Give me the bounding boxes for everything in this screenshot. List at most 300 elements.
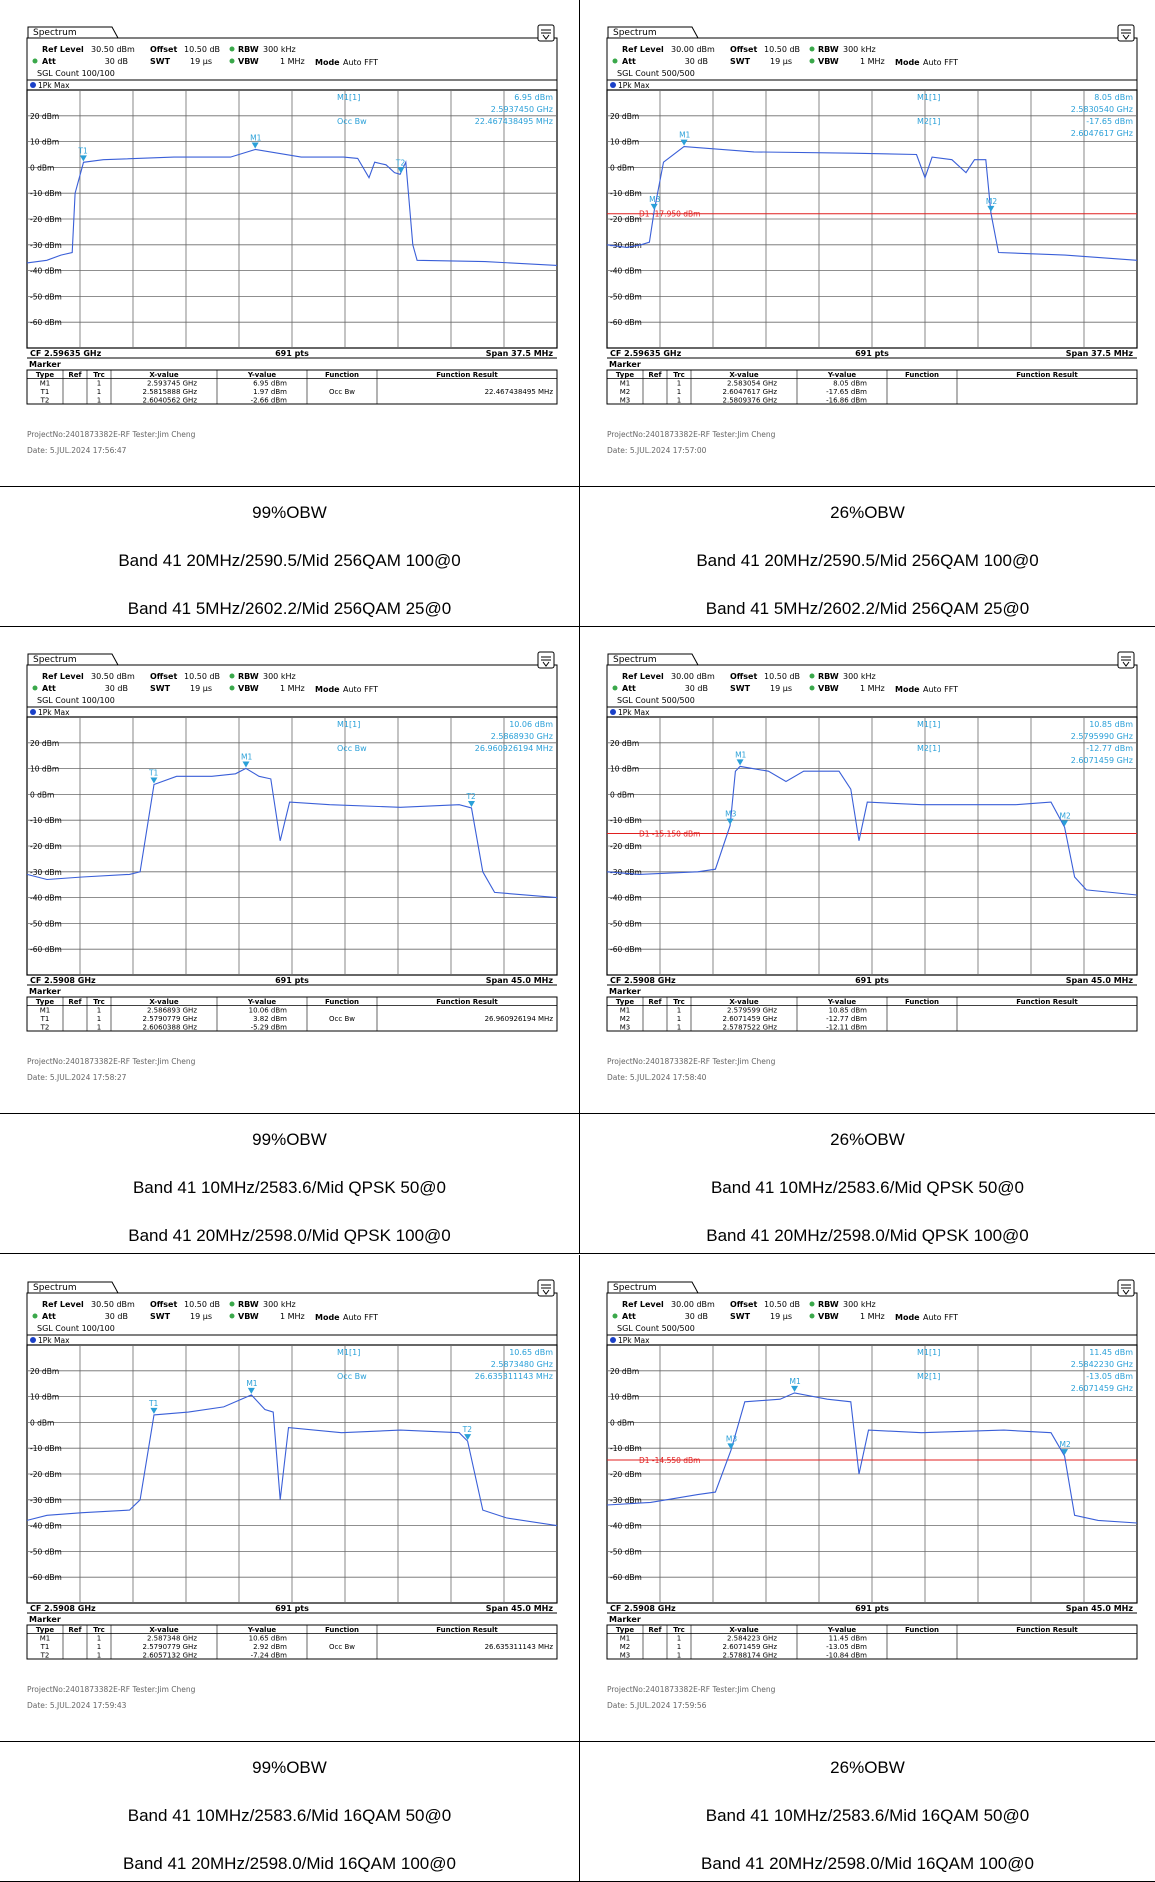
display-line-label: D1 -14.550 dBm [639,1455,701,1465]
caption-cell-2 [580,487,1155,627]
marker-table-header: Y-value [827,998,857,1006]
readout-value: -13.05 dBm [1086,1372,1133,1381]
marker-label: T1 [148,1398,159,1408]
marker-table-cell: M2 [619,1015,631,1023]
swt-value: 19 µs [190,1312,212,1321]
marker-table-cell: 1 [676,1006,682,1015]
rbw-label: RBW [818,1300,839,1309]
spectrum-tab-label: Spectrum [33,28,77,38]
marker-table-title: Marker [29,1615,61,1624]
marker-table-header: Function [324,1626,360,1634]
y-tick-label: -50 dBm [30,919,62,929]
marker-table-cell: 10.06 dBm [248,1006,287,1015]
marker-label: T1 [148,768,159,778]
readout-value: 2.6071459 GHz [1070,756,1133,765]
marker-table-cell: -16.86 dBm [826,396,867,405]
marker-table-cell: T2 [40,396,50,405]
mode-label: Mode [895,58,920,67]
readout-label: Occ Bw [337,1372,367,1381]
swt-label: SWT [150,684,171,693]
swt-label: SWT [730,57,751,66]
mode-value: Auto FFT [343,685,379,694]
marker-table-header: Y-value [247,998,277,1006]
marker-label: T2 [395,158,406,168]
readout-value: 11.45 dBm [1089,1348,1133,1357]
y-tick-label: 10 dBm [30,137,60,147]
marker-table-cell: 11.45 dBm [828,1634,867,1643]
marker-table-cell: 1 [96,396,102,405]
marker-table-header: Ref [648,371,662,379]
rbw-label: RBW [818,45,839,54]
sgl-count: SGL Count 500/500 [617,1324,695,1333]
readout-value: 2.5842230 GHz [1070,1360,1133,1369]
y-tick-label: 0 dBm [610,1418,635,1428]
vbw-coupled-icon [230,59,235,64]
att-label: Att [42,1312,56,1321]
marker-label: M1 [789,1376,801,1386]
att-label: Att [622,1312,636,1321]
sgl-count: SGL Count 100/100 [37,69,115,78]
swt-value: 19 µs [770,684,792,693]
y-tick-label: -50 dBm [610,919,642,929]
marker-table-header: Function [324,998,360,1006]
marker-table-header: Ref [68,371,82,379]
marker-table-header: Trc [673,371,685,379]
readout-label: M1[1] [917,1348,941,1357]
marker-label: M3 [649,194,661,204]
y-tick-label: 10 dBm [30,1392,60,1402]
marker-table-title: Marker [609,1615,641,1624]
vbw-coupled-icon [810,59,815,64]
rbw-coupled-icon [230,1302,235,1307]
trace-1-indicator-icon [30,82,36,88]
marker-table-cell: 1 [96,1015,102,1023]
caption-line: Band 41 20MHz/2598.0/Mid QPSK 100@0 [128,1226,451,1245]
readout-value: 26.960926194 MHz [474,744,553,753]
spectrum-panel-2 [580,0,1155,487]
marker-table-cell: -12.77 dBm [826,1015,867,1023]
marker-table-header: Function [904,1626,940,1634]
readout-value: 2.5795990 GHz [1070,732,1133,741]
caption-cell-1 [0,487,580,627]
ref-level-value: 30.50 dBm [91,1300,135,1309]
center-frequency: CF 2.59635 GHz [30,349,102,358]
marker-table-header: Function [904,998,940,1006]
y-tick-label: -40 dBm [610,1521,642,1531]
rbw-coupled-icon [810,674,815,679]
att-value: 30 dB [104,57,128,66]
rbw-label: RBW [818,672,839,681]
y-tick-label: -60 dBm [30,318,62,328]
y-tick-label: 0 dBm [610,163,635,173]
spectrum-screenshot [0,627,580,1114]
marker-table-cell: 3.82 dBm [253,1015,287,1023]
vbw-value: 1 MHz [860,1312,885,1321]
vbw-value: 1 MHz [280,684,305,693]
trace-label-bar [27,80,557,90]
trace-1-indicator-icon [610,1337,616,1343]
mode-value: Auto FFT [343,58,379,67]
caption-cell-4 [580,1114,1155,1254]
marker-table-cell: 2.579599 GHz [727,1006,777,1015]
att-coupled-icon [613,686,618,691]
caption-line: Band 41 5MHz/2602.2/Mid 256QAM 25@0 [127,599,452,618]
offset-value: 10.50 dB [764,1300,801,1309]
marker-table-cell: M2 [619,1643,631,1651]
caption-line: Band 41 10MHz/2583.6/Mid 16QAM 50@0 [705,1806,1030,1825]
y-tick-label: -20 dBm [30,842,62,851]
marker-label: M1 [735,750,747,760]
caption-line: Band 41 5MHz/2602.2/Mid 256QAM 25@0 [705,599,1030,618]
offset-label: Offset [730,45,758,54]
marker-table-header: Trc [673,998,685,1006]
marker-table-cell: 1 [96,379,102,388]
readout-value: 2.5873480 GHz [490,1360,553,1369]
marker-table-header: Function Result [436,1626,498,1634]
rbw-value: 300 kHz [263,672,296,681]
marker-table-header: Ref [648,1626,662,1634]
marker-table-header: Trc [93,998,105,1006]
marker-table-cell: 1.97 dBm [253,388,287,396]
capture-date: Date: 5.JUL.2024 17:59:56 [607,1701,707,1710]
marker-table-header: Function [904,371,940,379]
marker-table-cell: 2.5788174 GHz [722,1651,777,1660]
readout-value: 10.06 dBm [509,720,553,729]
capture-date: Date: 5.JUL.2024 17:58:27 [27,1073,127,1082]
frequency-span: Span 45.0 MHz [485,976,553,985]
marker-table-cell: 1 [676,1643,682,1651]
swt-value: 19 µs [770,57,792,66]
center-frequency: CF 2.5908 GHz [610,1604,676,1613]
vbw-coupled-icon [230,1314,235,1319]
readout-value: 2.5830540 GHz [1070,105,1133,114]
ref-level-value: 30.50 dBm [91,672,135,681]
center-frequency: CF 2.59635 GHz [610,349,682,358]
spectrum-tab-label: Spectrum [33,1283,77,1293]
marker-table-header: Type [615,998,635,1006]
trace-label: 1Pk Max [38,708,70,717]
marker-table-cell: -7.24 dBm [250,1651,287,1660]
marker-table-cell: 2.5790779 GHz [142,1015,197,1023]
marker-table-cell: 10.65 dBm [248,1634,287,1643]
marker-table-title: Marker [29,360,61,369]
y-tick-label: -30 dBm [610,240,642,250]
swt-label: SWT [730,1312,751,1321]
marker-table-header: Y-value [827,1626,857,1634]
y-tick-label: -40 dBm [30,1521,62,1531]
trace-label: 1Pk Max [618,81,650,90]
att-label: Att [42,684,56,693]
y-tick-label: -50 dBm [30,292,62,302]
readout-label: M1[1] [337,1348,361,1357]
sgl-count: SGL Count 100/100 [37,696,115,705]
y-tick-label: -50 dBm [30,1547,62,1557]
marker-table-cell: 1 [96,1651,102,1660]
readout-label: M1[1] [337,93,361,102]
caption-line: Band 41 20MHz/2590.5/Mid 256QAM 100@0 [118,551,461,570]
marker-table-cell: 2.6071459 GHz [722,1015,777,1023]
y-tick-label: -40 dBm [30,266,62,276]
trace-label: 1Pk Max [38,1336,70,1345]
spectrum-screenshot [580,0,1155,487]
vbw-coupled-icon [810,686,815,691]
marker-table-cell: T1 [40,388,50,396]
mode-value: Auto FFT [923,1313,959,1322]
vbw-value: 1 MHz [280,57,305,66]
swt-label: SWT [150,57,171,66]
trace-label-bar [27,707,557,717]
ref-level-label: Ref Level [622,45,664,54]
center-frequency: CF 2.5908 GHz [30,1604,96,1613]
marker-table-cell: -2.66 dBm [250,396,287,405]
att-value: 30 dB [104,1312,128,1321]
marker-table-header: X-value [149,371,179,379]
frequency-span: Span 45.0 MHz [1065,976,1133,985]
spectrum-tab-label: Spectrum [613,655,657,665]
y-tick-label: 10 dBm [610,137,640,147]
marker-table-header: Type [35,371,55,379]
marker-label: T1 [78,146,88,156]
marker-table-cell: M1 [39,1634,51,1643]
swt-value: 19 µs [190,57,212,66]
readout-value: -17.65 dBm [1086,117,1133,126]
marker-table-cell: 26.960926194 MHz [484,1015,553,1023]
att-coupled-icon [33,686,38,691]
marker-table-cell: -5.29 dBm [250,1023,287,1032]
ref-level-label: Ref Level [42,1300,84,1309]
marker-table-header: Function Result [1016,371,1078,379]
marker-table-cell: 2.5815888 GHz [142,388,197,396]
y-tick-label: -40 dBm [610,893,642,903]
marker-table-header: Type [615,371,635,379]
readout-value: 10.65 dBm [509,1348,553,1357]
y-tick-label: -30 dBm [30,1495,62,1505]
marker-table-cell: 1 [676,1651,682,1660]
y-tick-label: -20 dBm [30,215,62,224]
ref-level-value: 30.50 dBm [91,45,135,54]
vbw-label: VBW [238,57,259,66]
att-coupled-icon [33,1314,38,1319]
marker-table-cell: M3 [619,1651,631,1660]
spectrum-screenshot [0,0,580,487]
rbw-coupled-icon [230,47,235,52]
marker-label: M1 [679,130,691,140]
y-tick-label: -40 dBm [610,266,642,276]
readout-value: 2.5868930 GHz [490,732,553,741]
capture-date: Date: 5.JUL.2024 17:58:40 [607,1073,707,1082]
marker-table-header: Ref [648,998,662,1006]
frequency-span: Span 45.0 MHz [485,1604,553,1613]
readout-value: -12.77 dBm [1086,744,1133,753]
marker-table-cell: Occ Bw [329,1015,355,1023]
ref-level-label: Ref Level [622,672,664,681]
mode-label: Mode [895,685,920,694]
marker-label: M2 [1059,1440,1071,1450]
readout-value: 10.85 dBm [1089,720,1133,729]
swt-value: 19 µs [190,684,212,693]
rbw-value: 300 kHz [263,45,296,54]
marker-table-header: X-value [149,1626,179,1634]
sweep-points: 691 pts [855,976,889,985]
trace-label: 1Pk Max [38,81,70,90]
marker-table-title: Marker [609,987,641,996]
readout-label: M1[1] [917,93,941,102]
y-tick-label: -50 dBm [610,292,642,302]
marker-table-title: Marker [609,360,641,369]
spectrum-panel-4 [580,627,1155,1114]
mode-label: Mode [895,1313,920,1322]
marker-table-cell: 6.95 dBm [253,379,287,388]
trace-label-bar [607,707,1137,717]
vbw-label: VBW [238,1312,259,1321]
spectrum-panel-5 [0,1255,580,1742]
trace-1-indicator-icon [30,1337,36,1343]
marker-table-cell: 2.6057132 GHz [142,1651,197,1660]
trace-1-indicator-icon [30,709,36,715]
marker-table-cell: 2.583054 GHz [727,379,777,388]
spectrum-panel-3 [0,627,580,1114]
display-line-label: D1 -15.150 dBm [639,829,701,839]
frequency-span: Span 37.5 MHz [1065,349,1133,358]
y-tick-label: -10 dBm [30,189,62,199]
marker-table-cell: Occ Bw [329,1643,355,1651]
y-tick-label: -20 dBm [610,1470,642,1479]
readout-label: M2[1] [917,1372,941,1381]
y-tick-label: -30 dBm [30,240,62,250]
marker-label: M3 [725,1434,738,1444]
marker-table-header: Trc [93,1626,105,1634]
spectrum-tab-label: Spectrum [613,1283,657,1293]
y-tick-label: -30 dBm [610,867,642,877]
rbw-value: 300 kHz [843,1300,876,1309]
marker-table-header: Y-value [247,1626,277,1634]
y-tick-label: 0 dBm [30,790,55,800]
marker-table-cell: -10.84 dBm [826,1651,867,1660]
marker-label: T2 [466,792,476,802]
mode-label: Mode [315,58,340,67]
mode-value: Auto FFT [923,58,959,67]
spectrum-tab-label: Spectrum [33,655,77,665]
vbw-coupled-icon [810,1314,815,1319]
swt-label: SWT [730,684,751,693]
swt-label: SWT [150,1312,171,1321]
marker-label: T2 [462,1425,473,1435]
y-tick-label: 20 dBm [610,738,640,748]
y-tick-label: -60 dBm [610,318,642,328]
marker-table-header: Ref [68,998,82,1006]
marker-table-cell: -17.65 dBm [826,388,867,396]
rbw-value: 300 kHz [843,45,876,54]
readout-label: M2[1] [917,744,941,753]
caption-line: Band 41 20MHz/2598.0/Mid QPSK 100@0 [706,1226,1029,1245]
marker-table-cell: 1 [676,1015,682,1023]
y-tick-label: -30 dBm [30,867,62,877]
y-tick-label: 20 dBm [30,738,60,748]
marker-table-cell: 1 [96,1643,102,1651]
ref-level-value: 30.00 dBm [671,1300,715,1309]
y-tick-label: -60 dBm [30,945,62,955]
rbw-coupled-icon [810,1302,815,1307]
trace-label-bar [607,1335,1137,1345]
readout-label: M1[1] [917,720,941,729]
y-tick-label: -10 dBm [610,1444,642,1454]
swt-value: 19 µs [770,1312,792,1321]
marker-table-cell: 2.5809376 GHz [722,396,777,405]
marker-table-cell: 2.6060388 GHz [142,1023,197,1032]
marker-table-cell: 2.587348 GHz [147,1634,197,1643]
marker-table-header: Y-value [827,371,857,379]
marker-table-cell: T1 [40,1643,50,1651]
att-coupled-icon [33,59,38,64]
spectrum-screenshot [580,1255,1155,1742]
ref-level-label: Ref Level [622,1300,664,1309]
vbw-label: VBW [818,684,839,693]
spectrum-tab-label: Spectrum [613,28,657,38]
rbw-value: 300 kHz [263,1300,296,1309]
y-tick-label: 10 dBm [610,1392,640,1402]
marker-table-header: Y-value [247,371,277,379]
caption-title: 26%OBW [830,1130,905,1149]
project-info: ProjectNo:2401873382E-RF Tester:Jim Cheng [607,1685,776,1694]
marker-table-header: Trc [93,371,105,379]
marker-table-header: Trc [673,1626,685,1634]
caption-title: 99%OBW [252,1130,327,1149]
vbw-value: 1 MHz [280,1312,305,1321]
readout-label: M1[1] [337,720,361,729]
att-coupled-icon [613,1314,618,1319]
marker-table-cell: 1 [676,396,682,405]
readout-value: 2.6047617 GHz [1070,129,1133,138]
y-tick-label: 0 dBm [30,1418,55,1428]
marker-table-cell: M1 [619,379,631,388]
vbw-label: VBW [818,1312,839,1321]
marker-table-cell: 2.6071459 GHz [722,1643,777,1651]
spectrum-screenshot [0,1255,580,1742]
trace-label-bar [607,80,1137,90]
marker-table-cell: 1 [676,1023,682,1032]
caption-cell-6 [580,1742,1155,1882]
marker-table-header: Function [324,371,360,379]
marker-table-cell: T1 [40,1015,50,1023]
marker-table-header: Type [615,1626,635,1634]
y-tick-label: 0 dBm [30,163,55,173]
marker-table-header: Function Result [436,371,498,379]
marker-table-header: Function Result [1016,1626,1078,1634]
mode-label: Mode [315,685,340,694]
marker-table-cell: 26.635311143 MHz [484,1643,553,1651]
marker-label: M1 [240,752,253,762]
vbw-value: 1 MHz [860,57,885,66]
y-tick-label: -20 dBm [610,215,642,224]
rbw-label: RBW [238,672,259,681]
marker-table-header: Function Result [1016,998,1078,1006]
marker-table-cell: M3 [619,396,631,405]
marker-table-cell: T2 [40,1651,50,1660]
caption-line: Band 41 10MHz/2583.6/Mid 16QAM 50@0 [127,1806,452,1825]
caption-title: 99%OBW [252,503,327,522]
trace-1-indicator-icon [610,82,616,88]
caption-line: Band 41 20MHz/2590.5/Mid 256QAM 100@0 [696,551,1039,570]
capture-date: Date: 5.JUL.2024 17:57:00 [607,446,707,455]
marker-table-cell: T2 [40,1023,50,1032]
marker-table-cell: 2.5790779 GHz [142,1643,197,1651]
marker-table-cell: -12.11 dBm [826,1023,867,1032]
marker-table-cell: 2.6040562 GHz [142,396,197,405]
y-tick-label: -60 dBm [30,1573,62,1583]
trace-1-indicator-icon [610,709,616,715]
marker-table-cell: M3 [619,1023,631,1032]
marker-table-cell: 1 [96,1006,102,1015]
